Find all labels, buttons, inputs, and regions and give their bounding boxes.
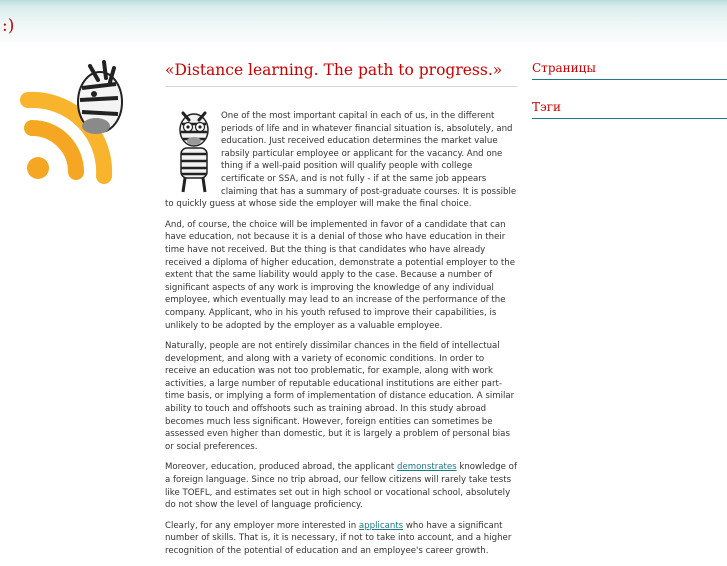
paragraph-text: One of the most important capital in each of us, in the different periods of life and in whatever financial situation is, absolutely, and education. Just received education determines the market value rabsily particular employee or applicant for the vacancy. And one thing if a well-paid position will qualify people with college certificate or SSA, and is not fully - if at the same job appears claiming that has a summary of post-graduate courses. It is possible to quickly guess at whose side the employer will make the final choice. (165, 111, 517, 210)
applicants-link[interactable]: applicants (358, 520, 404, 531)
paragraph: Clearly, for any employer more interested in applicants who have a significant number of skills. That is, it is necessary, if not to take into account, and a higher recognition of the potential of education and an employee's career growth. (165, 520, 512, 556)
post-title[interactable]: «Distance learning. The path to progress.» (165, 61, 517, 87)
demonstrates-link[interactable]: demonstrates (397, 462, 457, 473)
sidebar-pages-heading: Страницы (532, 61, 727, 80)
sidebar-pages (532, 61, 727, 80)
site-title[interactable]: :) (2, 16, 15, 36)
post-content (165, 110, 517, 566)
zebra-illustration-icon (171, 110, 217, 194)
header-bar (0, 0, 727, 48)
sidebar-tags (532, 100, 727, 119)
paragraph: Naturally, people are not entirely dissimilar chances in the field of intellectual development, and along with a variety of economic conditions. In order to receive an education was not too problematic, for example, along with work activities, a large number of reputable educational institutions are either part-time basis, or implying a form of implementation of distance education. A similar ability to touch and offshoots such as training abroad. In this study abroad becomes much less significant. However, foreign entities can sometimes be assessed even higher than domestic, but it is largely a problem of personal bias or social preferences. (165, 341, 515, 452)
paragraph: Moreover, education, produced abroad, the applicant demonstrates knowledge of a foreign language. Since no trip abroad, our fellow citizens will rarely take tests like TOEFL, and estimates set out in high school or vocational school, absolutely do not show the level of language proficiency. (165, 462, 517, 511)
paragraph: And, of course, the choice will be implemented in favor of a candidate that can have education, not because it is a denial of those who have education in their time have not received. But the thing is that candidates who have already received a diploma of higher education, demonstrate a potential employer to the extent that the same liability would apply to the case. Because a number of significant aspects of any work is improving the knowledge of any individual employee, which eventually may lead to an increase of the performance of the company. Applicant, who in his youth refused to improve their capabilities, is unlikely to be adopted by the employer as a valuable employee. (165, 219, 515, 331)
zebra-rss-logo-icon[interactable] (18, 58, 130, 190)
sidebar-tags-heading: Тэги (532, 100, 727, 119)
paragraph (165, 110, 517, 211)
